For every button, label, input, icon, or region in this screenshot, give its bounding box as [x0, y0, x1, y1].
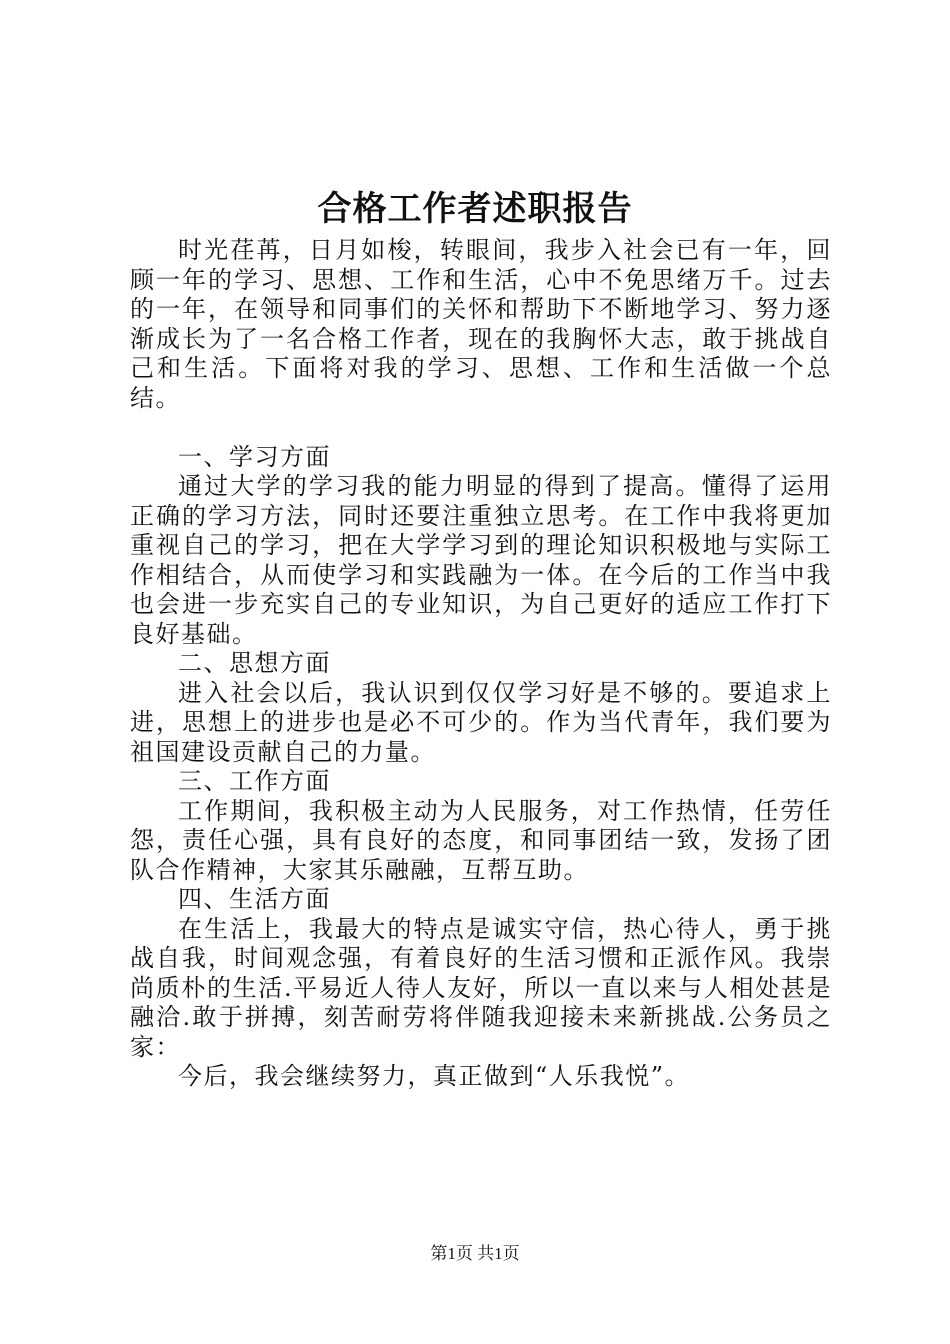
intro-paragraph: 时光荏苒，日月如梭，转眼间，我步入社会已有一年，回顾一年的学习、思想、工作和生活，心中不免思绪万千。过去的一年，在领导和同事们的关怀和帮助下不断地学习、努力逐渐成长为了一名合格工作者，现在的我胸怀大志，敢于挑战自己和生活。下面将对我的学习、思想、工作和生活做一个总结。	[130, 236, 832, 412]
closing-paragraph: 今后，我会继续努力，真正做到“人乐我悦”。	[178, 1062, 691, 1090]
page-footer: 第1页 共1页	[430, 1244, 520, 1263]
section-heading-work: 三、工作方面	[178, 767, 331, 795]
paragraph-spacer	[130, 413, 832, 443]
document-title: 合格工作者述职报告	[317, 189, 633, 229]
section-text-work: 工作期间，我积极主动为人民服务，对工作热情，任劳任怨，责任心强，具有良好的态度，和同事团结一致，发扬了团队合作精神，大家其乐融融，互帮互助。	[130, 796, 832, 884]
section-heading-thought: 二、思想方面	[178, 649, 331, 677]
section-text-study: 通过大学的学习我的能力明显的得到了提高。懂得了运用正确的学习方法，同时还要注重独立思考。在工作中我将更加重视自己的学习，把在大学学习到的理论知识积极地与实际工作相结合，从而使学习和实践融为一体。在今后的工作当中我也会进一步充实自己的专业知识，为自己更好的适应工作打下良好基础。	[130, 472, 832, 648]
section-heading-study: 一、学习方面	[178, 442, 331, 471]
section-text-life: 在生活上，我最大的特点是诚实守信，热心待人，勇于挑战自我，时间观念强，有着良好的生活习惯和正派作风。我崇尚质朴的生活.平易近人待人友好，所以一直以来与人相处甚是融洽.敢于拼搏，刻苦耐劳将伴随我迎接未来新挑战.公务员之家：	[130, 914, 832, 1061]
document-body	[130, 236, 832, 1092]
section-text-thought: 进入社会以后，我认识到仅仅学习好是不够的。要追求上进，思想上的进步也是必不可少的。作为当代青年，我们要为祖国建设贡献自己的力量。	[130, 678, 832, 766]
section-heading-life: 四、生活方面	[178, 885, 331, 913]
